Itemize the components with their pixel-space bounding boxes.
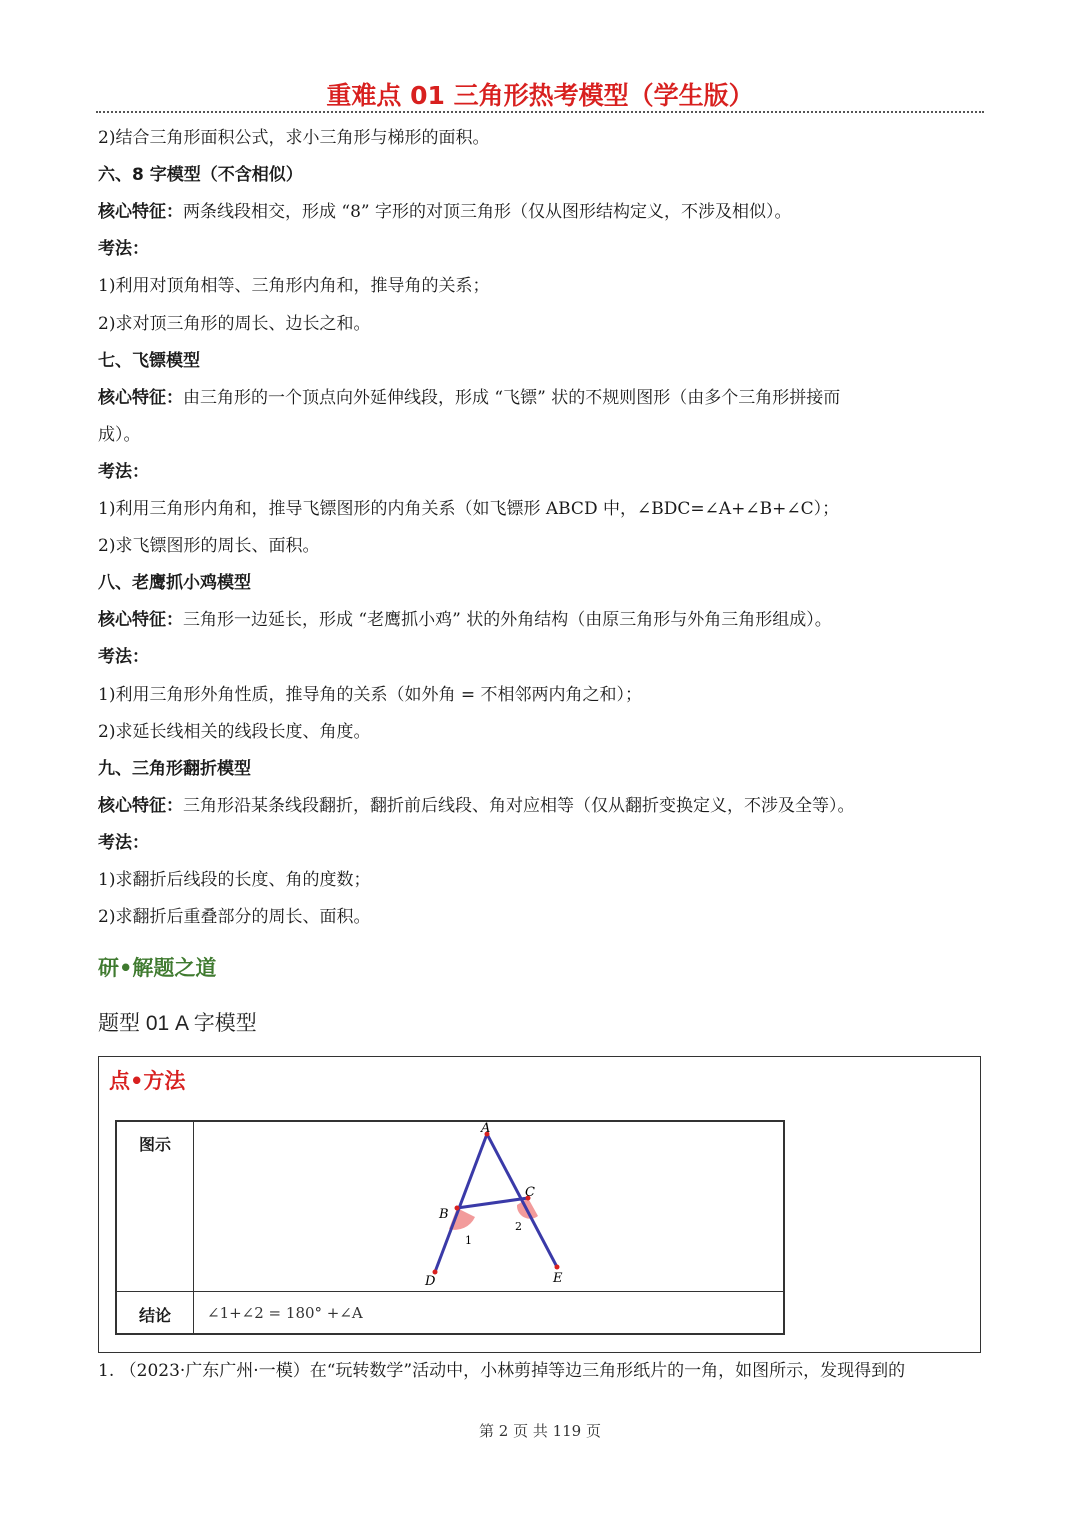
text-line: [98, 907, 370, 927]
line-label: 核心特征：: [98, 610, 183, 631]
line-text: 1)利用对顶角相等、三角形内角和，推导角的关系；: [98, 276, 490, 297]
table-divider-horizontal: [117, 1291, 783, 1292]
text-line: [98, 499, 839, 519]
label-angle-2: 2: [515, 1220, 522, 1233]
line-text: 2)求延长线相关的线段长度、角度。: [98, 721, 371, 742]
label-d: D: [425, 1274, 436, 1289]
text-line: [98, 128, 489, 148]
method-box: [98, 1056, 981, 1353]
label-angle-1: 1: [465, 1234, 472, 1247]
text-line: [98, 685, 642, 705]
line-label: 考法：: [98, 461, 149, 482]
line-label: 考法：: [98, 647, 149, 668]
line-text: 2)求对顶三角形的周长、边长之和。: [98, 313, 371, 334]
conclusion-label: 结论: [139, 1306, 172, 1325]
line-text: 两条线段相交，形成 “8” 字形的对顶三角形（仅从图形结构定义，不涉及相似）。: [183, 202, 792, 223]
a-shape-figure: [417, 1122, 617, 1290]
method-box-title: 点•方法: [109, 1069, 186, 1093]
line-text: 成）。: [98, 424, 141, 445]
label-a: A: [481, 1122, 491, 1136]
text-line: [98, 647, 149, 667]
line-text: 2)结合三角形面积公式，求小三角形与梯形的面积。: [98, 128, 490, 148]
header-divider: [96, 111, 984, 113]
section-title: 九、三角形翻折模型: [98, 758, 251, 779]
label-c: C: [525, 1185, 535, 1200]
conclusion-formula: ∠1+∠2 = 180° +∠A: [207, 1304, 363, 1322]
text-line: [98, 610, 832, 630]
page-footer: 第 2 页 共 119 页: [478, 1422, 601, 1440]
text-line: [98, 276, 489, 296]
section-title: 六、8 字模型（不含相似）: [98, 165, 303, 186]
text-line: [98, 833, 149, 853]
text-line: [98, 314, 370, 334]
line-text: 2)求飞镖图形的周长、面积。: [98, 536, 320, 557]
line-text: 三角形一边延长，形成 “老鹰抓小鸡” 状的外角结构（由原三角形与外角三角形组成）。: [183, 610, 832, 631]
text-line: [98, 536, 319, 556]
table-divider-vertical: [193, 1122, 194, 1333]
text-line: [98, 425, 141, 445]
text-line: [98, 870, 370, 890]
page-title: 重难点 01 三角形热考模型（学生版）: [326, 81, 754, 110]
question-1: 1. （2023·广东广州·一模）在“玩转数学”活动中，小林剪掉等边三角形纸片的一角，如图所示，发现得到的: [98, 1361, 906, 1381]
line-label: 考法：: [98, 239, 149, 260]
segment-ae: [487, 1134, 557, 1267]
label-b: B: [439, 1207, 449, 1222]
label-e: E: [553, 1271, 563, 1286]
text-line: [98, 722, 370, 742]
line-text: 1)利用三角形内角和，推导飞镖图形的内角关系（如飞镖形 ABCD 中，∠BDC=∠A+∠B+∠C）；: [98, 499, 840, 519]
text-line: [98, 388, 840, 408]
line-text: 1)求翻折后线段的长度、角的度数；: [98, 870, 371, 890]
point-e: [555, 1265, 560, 1270]
text-line: [98, 462, 149, 482]
line-label: 核心特征：: [98, 387, 183, 408]
line-label: 核心特征：: [98, 795, 183, 816]
text-line: [98, 202, 792, 222]
section-title: 八、老鹰抓小鸡模型: [98, 573, 251, 594]
point-b: [455, 1206, 460, 1211]
line-text: 2)求翻折后重叠部分的周长、面积。: [98, 907, 371, 928]
section-heading: 研•解题之道: [98, 956, 217, 980]
line-label: 考法：: [98, 832, 149, 853]
line-text: 三角形沿某条线段翻折，翻折前后线段、角对应相等（仅从翻折变换定义，不涉及全等）。: [183, 795, 855, 816]
question-type-heading: 题型 01 A 字模型: [98, 1012, 257, 1035]
segment-ad: [435, 1134, 487, 1272]
method-table: [115, 1120, 785, 1335]
figure-label: 图示: [139, 1135, 172, 1154]
line-text: 由三角形的一个顶点向外延伸线段，形成 “飞镖” 状的不规则图形（由多个三角形拼接而: [183, 387, 841, 408]
line-label: 核心特征：: [98, 202, 183, 223]
section-title: 七、飞镖模型: [98, 350, 200, 371]
text-line: [98, 239, 149, 259]
text-line: [98, 796, 855, 816]
line-text: 1)利用三角形外角性质，推导角的关系（如外角 = 不相邻两内角之和）；: [98, 684, 642, 705]
